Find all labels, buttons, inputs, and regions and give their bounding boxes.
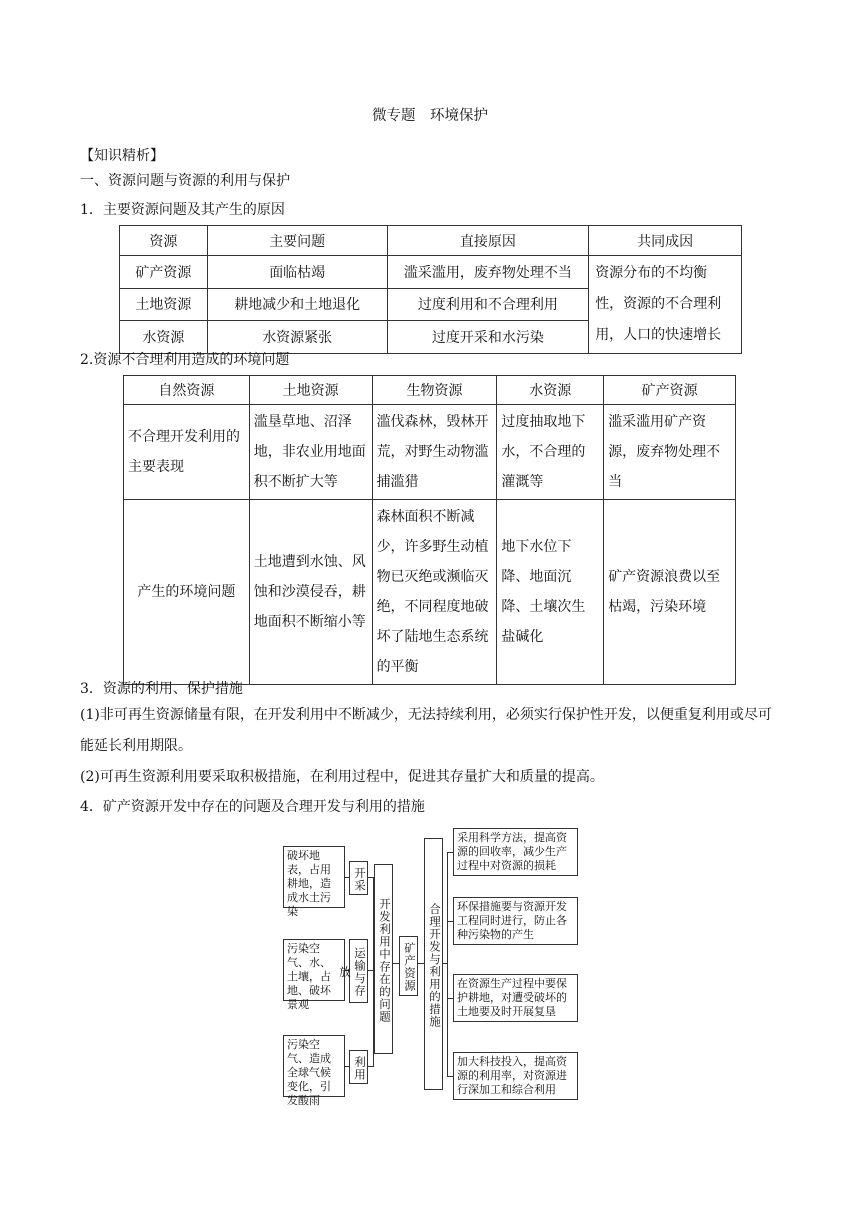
subheading-4: 4．矿产资源开发中存在的问题及合理开发与利用的措施 [80, 799, 425, 815]
common-cause-cell: 资源分布的不均衡性，资源的不合理利用，人口的快速增长 [589, 256, 742, 354]
stage-mining: 开采 [349, 861, 368, 895]
problems-box: 开发利用中存在的问题 [374, 864, 393, 1054]
table-cell: 森林面积不断减少，许多野生动植物已灭绝或濒临灭绝，不同程度地破坏了陆地生态系统的平衡 [372, 500, 497, 685]
impact-box-mining: 破坏地表，占用耕地，造成水土污染 [283, 846, 345, 908]
table-cell: 过度开采和水污染 [387, 321, 589, 354]
table-cell: 过度利用和不合理利用 [387, 288, 589, 321]
page-title: 微专题 环境保护 [372, 108, 488, 124]
table-cell: 耕地减少和土地退化 [207, 288, 387, 321]
table-header: 水资源 [497, 376, 604, 405]
table-header: 自然资源 [124, 376, 250, 405]
table-header: 矿产资源 [604, 376, 736, 405]
table-header: 直接原因 [387, 226, 589, 256]
table-header: 资源 [120, 226, 208, 256]
table-cell: 滥伐森林，毁林开荒，对野生动物滥捕滥猎 [372, 405, 497, 500]
measure-box-3: 在资源生产过程中要保护耕地，对遭受破坏的土地要及时开展复垦 [453, 974, 578, 1022]
heading-resources: 一、资源问题与资源的利用与保护 [80, 173, 290, 189]
table-cell: 滥采滥用，废弃物处理不当 [387, 256, 589, 289]
stage-use: 利用 [349, 1050, 368, 1084]
table-cell: 滥垦草地、沼泽地，非农业用地面积不断扩大等 [249, 405, 372, 500]
paragraph-1: (1)非可再生资源储量有限，在开发利用中不断减少，无法持续利用，必须实行保护性开发，以便重复利用或尽可能延长利用期限。 [80, 707, 772, 754]
table-row [124, 405, 736, 500]
table-row [124, 500, 736, 685]
measure-box-4: 加大科技投入，提高资源的利用率，对资源进行深加工和综合利用 [453, 1052, 578, 1100]
stage-transport-storage: 运输与存放 [349, 939, 368, 1003]
table-cell: 面临枯竭 [207, 256, 387, 289]
table-header: 生物资源 [372, 376, 497, 405]
table-cell: 矿产资源浪费以至枯竭，污染环境 [604, 500, 736, 685]
table-cell: 土地遭到水蚀、风蚀和沙漠侵吞，耕地面积不断缩小等 [249, 500, 372, 685]
measures-box: 合理开发与利用的措施 [424, 838, 443, 1090]
row-label: 不合理开发利用的主要表现 [124, 405, 250, 500]
table-cell: 矿产资源 [120, 256, 208, 289]
environment-problems-table [123, 375, 736, 685]
impact-box-use: 污染空气、造成全球气候变化，引发酸雨 [283, 1035, 345, 1097]
table-header-row [124, 376, 736, 405]
subheading-1: 1．主要资源问题及其产生的原因 [80, 202, 285, 218]
table-cell: 土地资源 [120, 288, 208, 321]
table-cell: 水资源紧张 [207, 321, 387, 354]
table-cell: 地下水位下降、地面沉降、土壤次生盐碱化 [497, 500, 604, 685]
paragraph-2: (2)可再生资源利用要采取积极措施，在利用过程中，促进其存量扩大和质量的提高。 [80, 769, 604, 785]
table-header: 土地资源 [249, 376, 372, 405]
section-label: 【知识精析】 [80, 148, 164, 164]
table-header: 主要问题 [207, 226, 387, 256]
table-header: 共同成因 [589, 226, 742, 256]
resource-problems-table [119, 225, 742, 354]
table-header-row [120, 226, 742, 256]
table-row [120, 256, 742, 289]
subheading-3: 3．资源的利用、保护措施 [80, 681, 243, 697]
table-cell: 水资源 [120, 321, 208, 354]
impact-box-transport: 污染空气、水、土壤，占地、破坏景观 [283, 939, 345, 1001]
measure-box-2: 环保措施要与资源开发工程同时进行，防止各种污染物的产生 [453, 897, 578, 945]
table-cell: 滥采滥用矿产资源，废弃物处理不当 [604, 405, 736, 500]
subheading-2: 2.资源不合理利用造成的环境问题 [80, 352, 290, 368]
table-cell: 过度抽取地下水，不合理的灌溉等 [497, 405, 604, 500]
bracket-line [447, 852, 448, 1076]
measure-box-1: 采用科学方法，提高资源的回收率，减少生产过程中对资源的损耗 [453, 828, 578, 876]
row-label: 产生的环境问题 [124, 500, 250, 685]
center-box-mineral-resources: 矿产资源 [399, 936, 418, 996]
